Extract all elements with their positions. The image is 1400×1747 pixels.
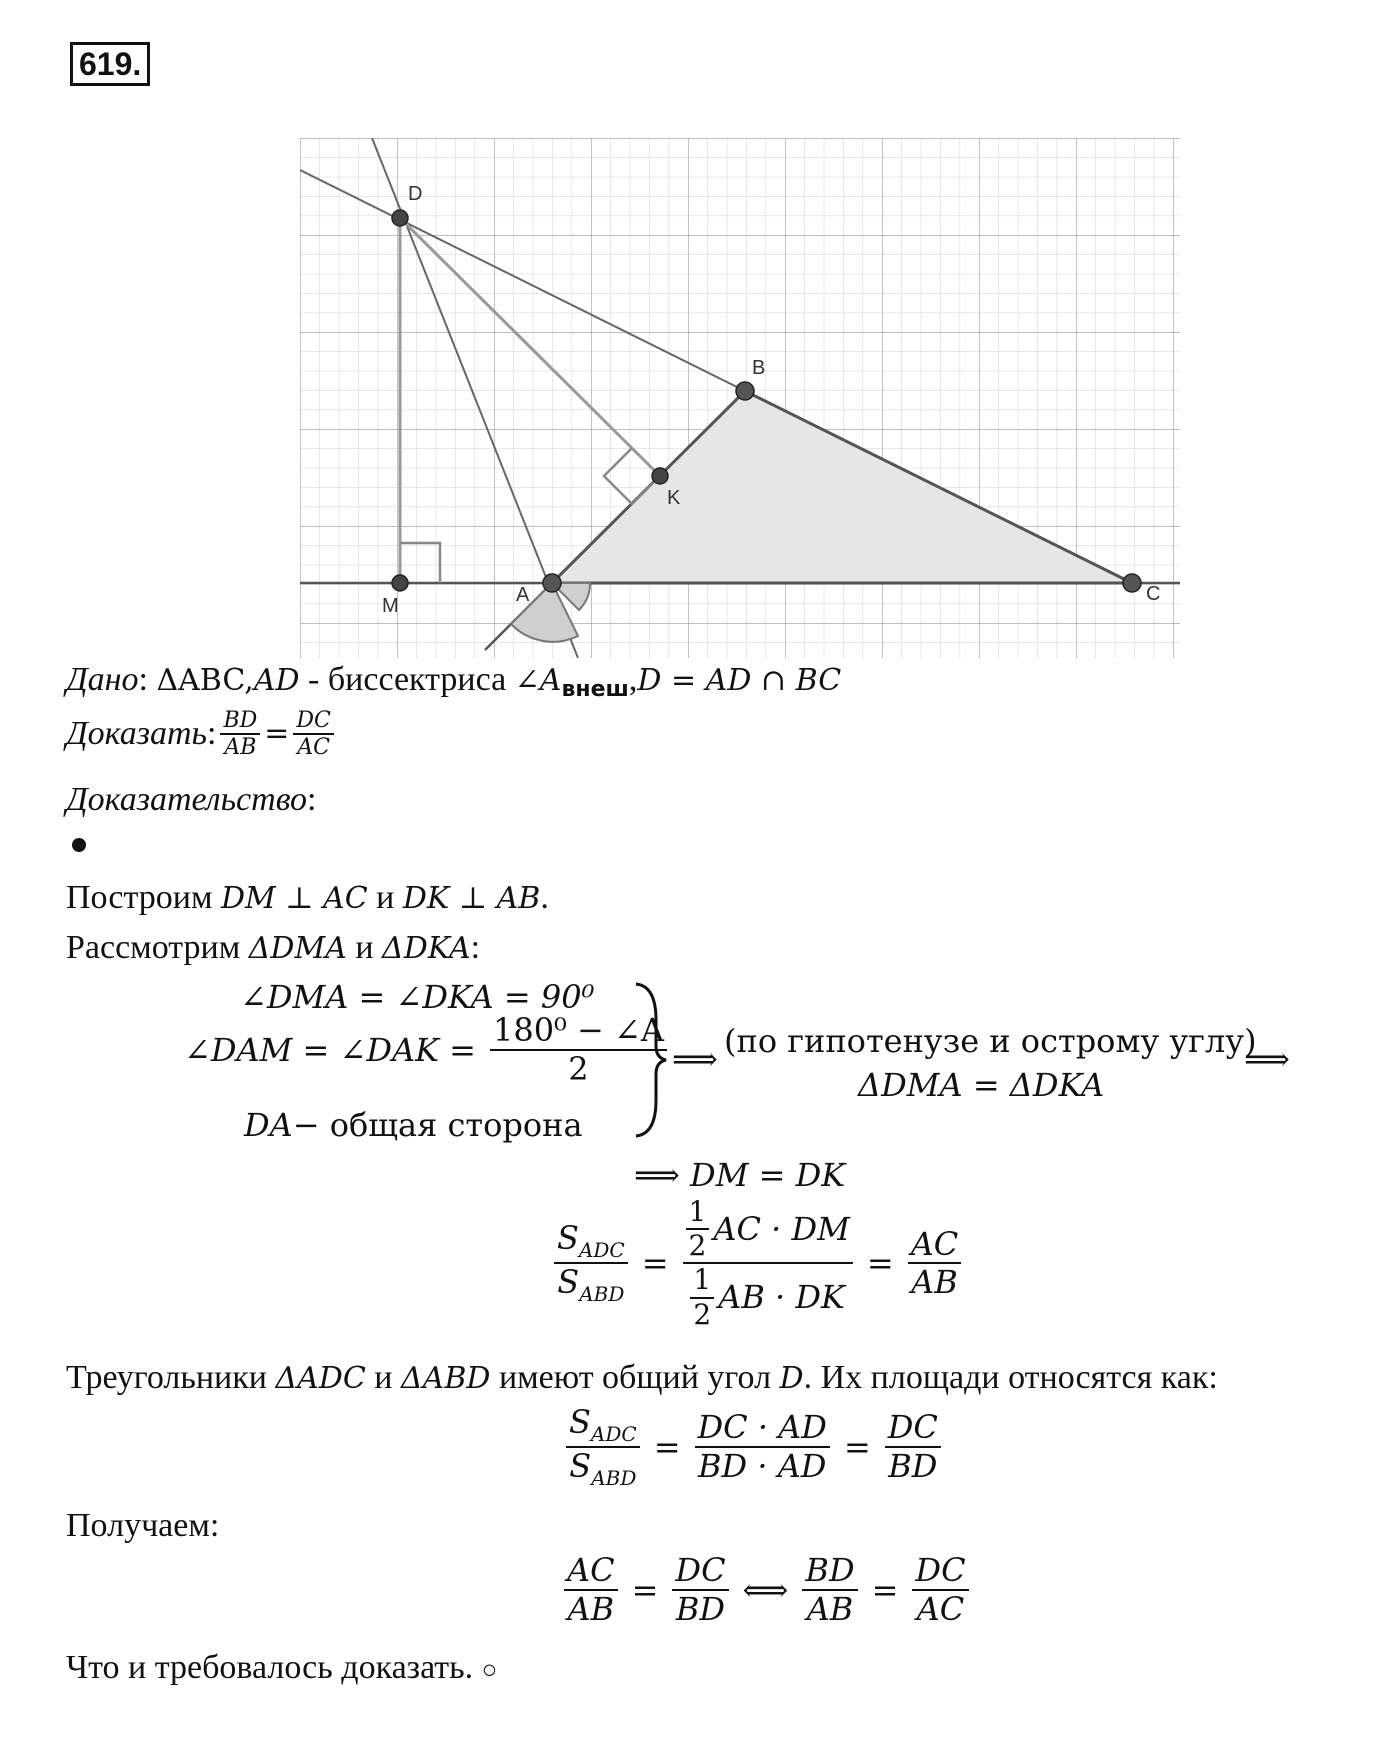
final-a-fraction: $\frac{AC}{AB}$	[564, 1552, 618, 1628]
given-d-definition: D = AD ∩ BC	[637, 663, 842, 698]
system-arrow-2: ⟹	[1244, 1040, 1290, 1078]
area2-rhs-fraction: $\frac{DC}{BD}$	[885, 1409, 941, 1485]
given-ad: AD	[253, 663, 300, 698]
final-d-fraction: $\frac{DC}{AC}$	[912, 1552, 968, 1628]
construct-line: Построим DM ⊥ AC и DK ⊥ AB.	[66, 879, 549, 916]
final-equation: $\frac{AC}{AB}$ = $\frac{DC}{BD}$ ⟺ $\frac{BD}{AB}$ = $\frac{DC}{AC}$	[560, 1552, 973, 1628]
area1-lhs-fraction: $\frac{S_{ADC}}{S_{ABD}}$	[554, 1220, 628, 1306]
label-d: D	[408, 183, 423, 205]
get-label: Получаем:	[66, 1507, 220, 1544]
problem-number: 619.	[70, 42, 150, 86]
triangle-abd: ΔABD	[401, 1361, 491, 1396]
geometry-figure	[300, 138, 1180, 658]
system-result: ΔDMA = ΔDKA	[858, 1066, 1105, 1104]
proof-label: Доказательство:	[66, 781, 317, 818]
point-a	[543, 574, 561, 592]
consider-line: Рассмотрим ΔDMA и ΔDKA:	[66, 929, 481, 966]
given-triangle: ΔABC,	[156, 663, 254, 698]
point-d	[392, 210, 408, 226]
system-arrow-1: ⟹	[672, 1040, 718, 1078]
final-b-fraction: $\frac{DC}{BD}$	[672, 1552, 728, 1628]
area1-mid-fraction: $\frac{1}{2}$ AC · DM $\frac{1}{2}$ AB · DK	[683, 1196, 853, 1331]
point-c	[1123, 574, 1141, 592]
prove-lhs-fraction: $\frac{BD}{AB}$	[220, 708, 260, 761]
prove-label: Доказать	[66, 715, 207, 753]
given-angle-sub: внеш	[561, 677, 629, 702]
prove-line: Доказать : $\frac{BD}{AB}$ = $\frac{DC}{AC}$	[66, 708, 338, 761]
point-b	[736, 382, 754, 400]
given-label: Дано	[66, 661, 139, 698]
system-line-1: ∠DMA = ∠DKA = 90⁰	[240, 978, 595, 1016]
system-reason: (по гипотенузе и острому углу)	[724, 1022, 1257, 1060]
given-angle-a: ∠A	[514, 663, 562, 698]
triangles-line: Треугольники ΔADC и ΔABD имеют общий угол D. Их площади относятся как:	[66, 1359, 1218, 1396]
area-ratio-1: $\frac{S_{ADC}}{S_{ABD}}$ = $\frac{1}{2}$ AC · DM $\frac{1}{2}$ AB · DK = $\frac{AC}{AB}$	[550, 1196, 965, 1331]
system-brace	[632, 980, 668, 1140]
system-line-3: DA − общая сторона	[244, 1106, 583, 1144]
label-c: C	[1146, 583, 1161, 605]
label-k: K	[667, 487, 681, 509]
point-m	[392, 575, 408, 591]
end-mark: ○	[481, 1655, 498, 1684]
area2-mid-fraction: $\frac{DC \cdot AD}{BD \cdot AD}$	[695, 1409, 830, 1485]
construct-dm: DM ⊥ AC	[220, 881, 368, 916]
given-text: - биссектриса	[299, 661, 515, 698]
bullet-marker	[72, 838, 86, 852]
given-sep: ,	[628, 661, 638, 698]
angle-d: D	[779, 1361, 804, 1396]
prove-eq: =	[264, 716, 290, 752]
consider-dma: ΔDMA	[248, 931, 347, 966]
area2-lhs-fraction: $\frac{S_{ADC}}{S_{ABD}}$	[566, 1404, 640, 1490]
given-line: Дано: ΔABC,AD - биссектриса $\angle A_{внеш},D$ = AD ∩ BC	[66, 661, 842, 702]
final-c-fraction: $\frac{BD}{AB}$	[802, 1552, 857, 1628]
triangle-adc: ΔADC	[275, 1361, 366, 1396]
consider-dka: ΔDKA	[382, 931, 471, 966]
construct-dk: DK ⊥ AB	[402, 881, 541, 916]
area-ratio-2: $\frac{S_{ADC}}{S_{ABD}}$ = $\frac{DC \cdot AD}{BD \cdot AD}$ = $\frac{DC}{BD}$	[562, 1404, 945, 1490]
point-k	[652, 468, 668, 484]
system-fraction: $\frac{\text{180⁰ − ∠A}}{2}$	[490, 1012, 667, 1088]
dm-equals-dk: ⟹ DM = DK	[634, 1156, 846, 1194]
label-b: B	[752, 357, 766, 379]
area1-rhs-fraction: $\frac{AC}{AB}$	[908, 1226, 962, 1302]
prove-rhs-fraction: $\frac{DC}{AC}$	[293, 708, 333, 761]
label-a: A	[516, 584, 530, 606]
label-m: M	[382, 595, 399, 617]
conclusion: Что и требовалось доказать. ○	[66, 1649, 498, 1686]
system-line-2: ∠DAM = ∠DAK = $\frac{\text{180⁰ − ∠A}}{2}$	[184, 1012, 671, 1088]
